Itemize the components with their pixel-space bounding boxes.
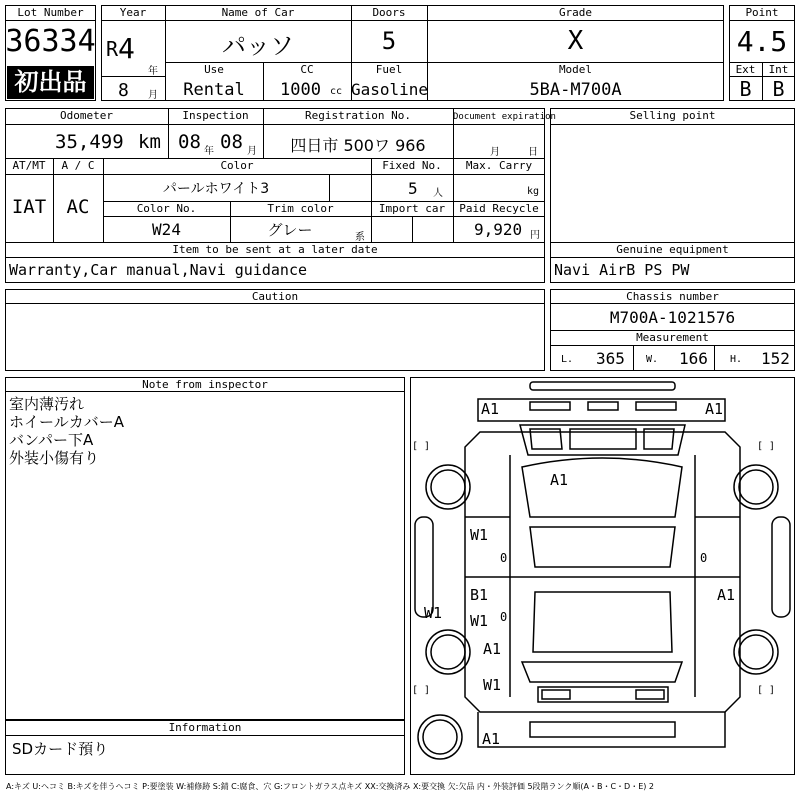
use-label: Use [204, 63, 224, 76]
month-unit: 月 [148, 90, 158, 101]
cc-label: CC [300, 63, 314, 76]
inspector-notes [9, 395, 124, 467]
month: 8 [118, 80, 129, 101]
point: 4.5 [736, 25, 788, 58]
doc-month-unit: 月 [490, 147, 500, 158]
year-unit: 年 [148, 66, 158, 77]
trim-unit: 系 [355, 232, 365, 243]
car-diagram [410, 377, 795, 775]
h-label: H. [730, 354, 743, 365]
doc-day-unit: 日 [528, 147, 538, 158]
name-label: Name of Car [221, 6, 295, 19]
inspection-month-unit: 月 [247, 146, 257, 157]
era: R [106, 37, 119, 61]
bracket: [ ] [757, 685, 776, 696]
bracket: [ ] [757, 441, 776, 452]
model: 5BA-M700A [529, 80, 622, 100]
note-line: 室内薄汚れ [9, 395, 85, 413]
ac-label: A / C [61, 159, 95, 172]
registration: 四日市 500ワ 966 [290, 136, 426, 155]
import-label: Import car [378, 202, 446, 215]
recycle: 9,920 [474, 220, 523, 239]
ac: AC [66, 196, 90, 218]
doc-exp-label: Document expiration [453, 112, 556, 122]
damage-mark: 0 [500, 551, 508, 565]
first-listing-badge: 初出品 [7, 66, 94, 99]
caution-label: Caution [251, 290, 299, 303]
width: 166 [679, 349, 708, 368]
damage-mark: A1 [483, 640, 502, 658]
car-name: パッソ [222, 32, 294, 60]
inspection-year: 08 [178, 131, 201, 153]
year: 4 [118, 32, 135, 65]
measure-label: Measurement [636, 331, 709, 344]
cc: 1000 [280, 80, 321, 100]
inspection-month: 08 [220, 131, 243, 153]
length: 365 [596, 349, 625, 368]
inspection-year-unit: 年 [204, 146, 214, 157]
color-label: Color [220, 159, 254, 172]
odometer: 35,499 [55, 131, 124, 153]
info-label: Information [168, 721, 242, 734]
lot-label: Lot Number [17, 6, 84, 19]
info: SDカード預り [12, 740, 109, 758]
height: 152 [761, 349, 790, 368]
fuel: Gasoline [351, 80, 429, 99]
trim-label: Trim color [267, 202, 334, 215]
inspector-label: Note from inspector [142, 378, 268, 391]
grade-label: Grade [558, 6, 593, 19]
damage-mark: W1 [470, 612, 489, 630]
damage-mark: W1 [424, 604, 443, 622]
chassis-label: Chassis number [626, 290, 719, 303]
chassis: M700A-1021576 [609, 308, 736, 327]
atmt: IAT [11, 196, 47, 218]
carry-unit: kg [527, 186, 540, 197]
fuel-label: Fuel [375, 63, 403, 76]
color: パールホワイト3 [162, 181, 270, 197]
lot-number: 36334 [5, 24, 96, 59]
later-label: Item to be sent at a later date [172, 243, 378, 256]
doors-label: Doors [372, 6, 406, 19]
damage-mark: A1 [550, 471, 569, 489]
damage-mark: A1 [482, 730, 501, 748]
damage-mark: W1 [470, 526, 489, 544]
bracket: [ ] [412, 685, 431, 696]
w-label: W. [646, 354, 659, 365]
damage-mark: A1 [481, 400, 500, 418]
odometer-label: Odometer [60, 109, 113, 122]
later-items: Warranty,Car manual,Navi guidance [9, 261, 308, 279]
atmt-label: AT/MT [12, 159, 46, 172]
ext-grade: B [739, 77, 752, 101]
recycle-unit: 円 [530, 230, 540, 241]
damage-mark: 0 [700, 551, 708, 565]
ext-label: Ext [735, 63, 756, 76]
registration-label: Registration No. [305, 109, 411, 122]
genuine-label: Genuine equipment [616, 243, 729, 256]
note-line: バンパー下A [9, 431, 94, 449]
carry-label: Max. Carry [465, 159, 533, 172]
year-label: Year [119, 6, 147, 19]
color-no-label: Color No. [136, 202, 197, 215]
damage-mark: 0 [500, 610, 508, 624]
int-label: Int [768, 63, 789, 76]
genuine: Navi AirB PS PW [554, 261, 690, 279]
legend: A:キズ U:ヘコミ B:キズを伴うヘコミ P:要塗装 W:補修跡 S:錆 C:腐食、穴 G:フロントガラス点キズ XX:交換済み X:要交換 欠:欠品 内・外装評価 5段階ランク順(A・B・C・D・E) 2 [6, 782, 655, 791]
trim: グレー [267, 221, 313, 239]
note-line: ホイールカバーA [9, 413, 124, 431]
use: Rental [183, 80, 245, 100]
grade: X [567, 26, 584, 56]
selling-label: Selling point [629, 109, 716, 122]
damage-mark: A1 [717, 586, 736, 604]
cc-unit: cc [330, 86, 343, 97]
fixed: 5 [408, 179, 418, 198]
fixed-label: Fixed No. [382, 159, 442, 172]
recycle-label: Paid Recycle [459, 202, 539, 215]
color-no: W24 [152, 220, 181, 239]
note-line: 外装小傷有り [9, 449, 100, 467]
l-label: L. [561, 354, 574, 365]
bracket: [ ] [412, 441, 431, 452]
damage-mark: A1 [705, 400, 724, 418]
damage-mark: B1 [470, 586, 489, 604]
point-label: Point [745, 6, 779, 19]
odometer-unit: km [138, 131, 161, 153]
int-grade: B [772, 77, 785, 101]
inspection-label: Inspection [182, 109, 249, 122]
doors: 5 [381, 27, 397, 55]
damage-mark: W1 [483, 676, 502, 694]
fixed-unit: 人 [433, 188, 443, 199]
model-label: Model [558, 63, 593, 76]
